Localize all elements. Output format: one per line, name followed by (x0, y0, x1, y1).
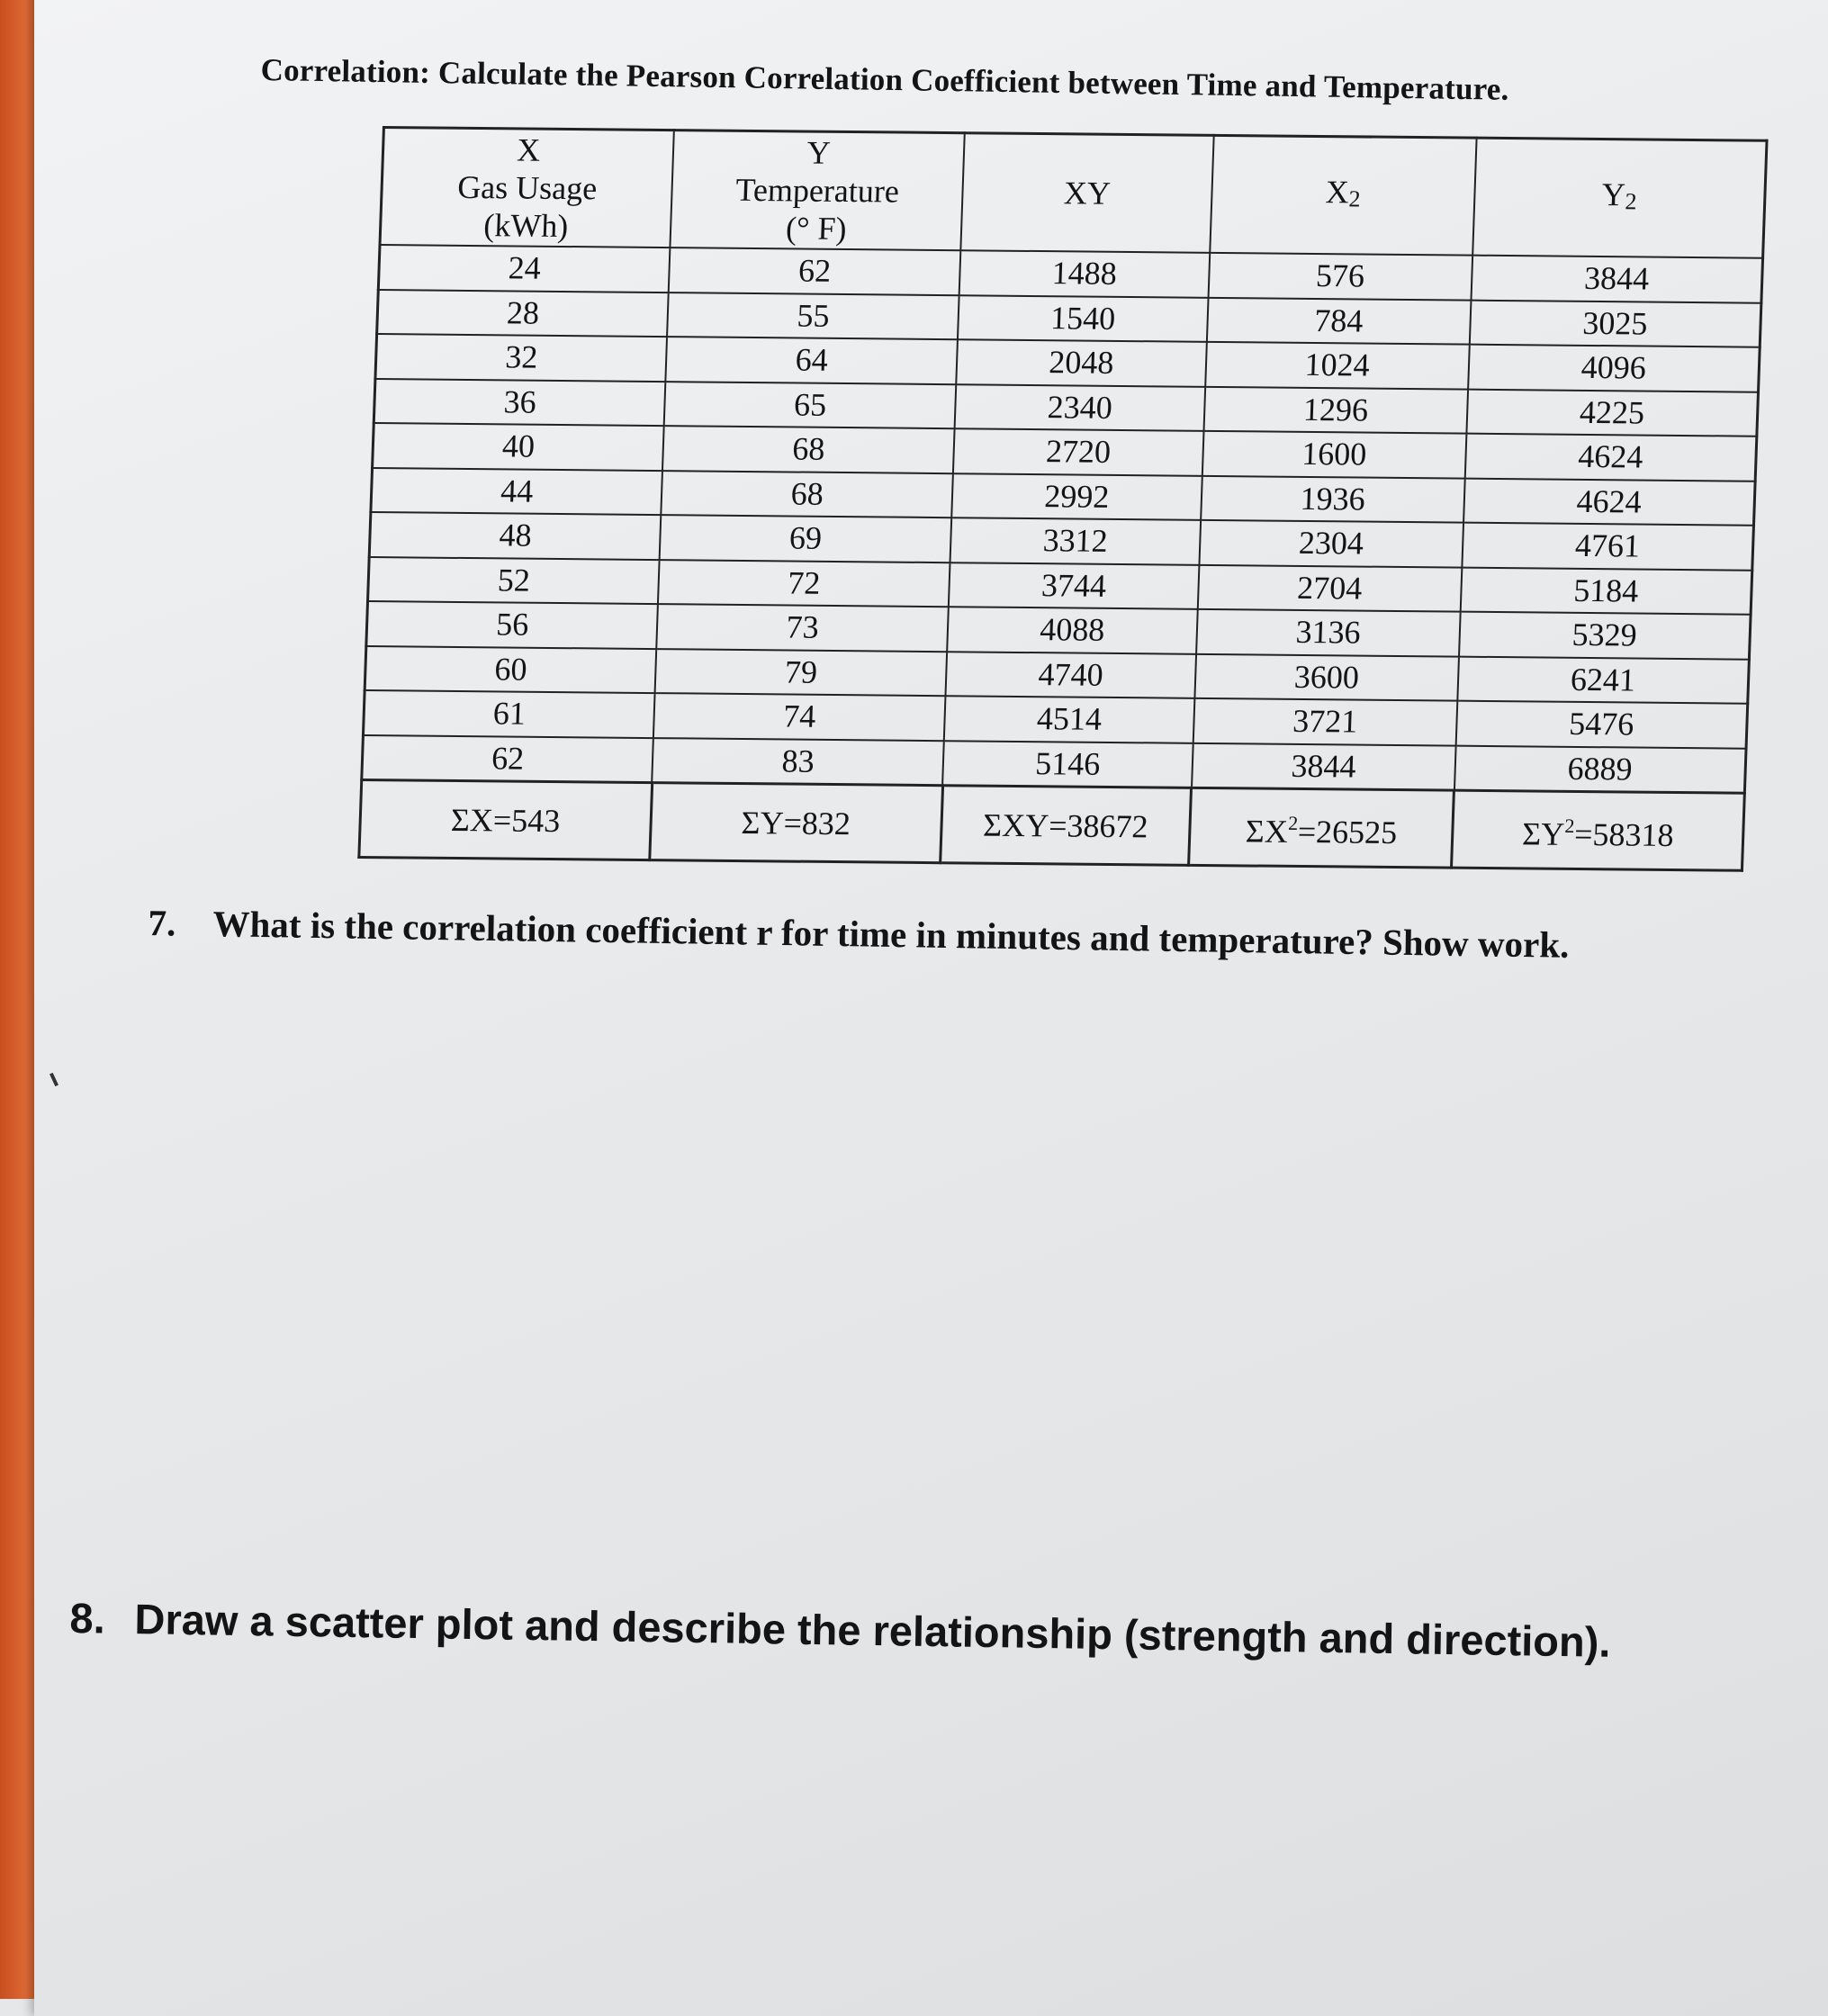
cell-xy: 4740 (946, 652, 1196, 698)
cell-y: 73 (657, 604, 949, 652)
cell-x: 24 (378, 245, 670, 292)
cell-xy: 5146 (942, 741, 1193, 788)
sum-x2 (1189, 788, 1454, 868)
header-x2 (1210, 135, 1476, 255)
cell-y: 62 (669, 248, 960, 295)
header-xy-label: XY (1063, 175, 1112, 212)
cell-x2: 1296 (1203, 386, 1468, 433)
cell-y: 68 (662, 426, 954, 473)
question-8-number: 8. (69, 1593, 106, 1642)
cell-x: 40 (373, 423, 664, 471)
cell-y: 55 (667, 292, 959, 340)
cell-x: 44 (371, 467, 662, 515)
cell-x2: 3844 (1192, 742, 1456, 790)
cell-xy: 3312 (950, 518, 1201, 564)
cell-x2: 3136 (1196, 609, 1461, 656)
cell-x: 48 (369, 512, 661, 560)
header-x-symbol: X (516, 131, 541, 168)
cell-y: 74 (653, 693, 945, 741)
correlation-table (357, 126, 1768, 872)
sum-y2-prefix: ΣY (1521, 815, 1565, 852)
header-y-symbol: Y (806, 134, 832, 171)
cell-x: 36 (374, 379, 665, 427)
correlation-table-wrapper (357, 126, 1768, 872)
cell-x: 60 (365, 645, 656, 693)
header-xy (960, 133, 1213, 253)
cell-x2: 2304 (1199, 520, 1463, 567)
header-x2-exponent: 2 (1347, 185, 1361, 212)
sum-y2-value: =58318 (1573, 815, 1675, 853)
sums-row (359, 779, 1744, 870)
cell-y2: 5329 (1459, 612, 1751, 660)
cell-y: 68 (662, 471, 953, 518)
cell-x2: 784 (1207, 297, 1472, 344)
header-y (671, 130, 965, 251)
cell-x: 61 (363, 690, 654, 738)
cell-x: 28 (377, 290, 669, 338)
cell-x2: 2704 (1197, 564, 1462, 611)
cell-y2: 6241 (1457, 656, 1749, 704)
cell-y: 83 (652, 738, 943, 786)
header-y2-base: Y (1601, 176, 1626, 213)
header-y2-exponent: 2 (1625, 188, 1638, 215)
question-7-number: 7. (148, 901, 176, 944)
table-body (362, 245, 1763, 793)
cell-x2: 3600 (1194, 653, 1459, 700)
cell-xy: 2992 (951, 473, 1202, 520)
header-y-label: Temperature (734, 171, 900, 210)
cell-x2: 576 (1208, 253, 1472, 300)
worksheet-title: Correlation: Calculate the Pearson Correlation Coefficient between Time and Temperature. (260, 52, 1509, 107)
cell-xy: 4514 (944, 696, 1194, 742)
question-7-text: What is the correlation coefficient r for time in minutes and temperature? Show work. (212, 903, 1570, 966)
cell-y2: 4761 (1462, 523, 1753, 571)
cell-x2: 1936 (1201, 475, 1465, 522)
cell-y: 72 (658, 560, 950, 608)
sum-x2-prefix: ΣX (1245, 813, 1289, 850)
cell-x2: 3721 (1193, 698, 1457, 745)
header-x (380, 128, 674, 248)
cell-y2: 4624 (1463, 478, 1755, 526)
cell-y2: 5476 (1455, 701, 1747, 749)
cell-xy: 2048 (956, 339, 1206, 386)
cell-x: 52 (368, 556, 660, 604)
cell-xy: 3744 (949, 562, 1199, 609)
cell-y2: 4096 (1468, 345, 1760, 392)
header-y-unit: (° F) (785, 210, 848, 247)
cell-y2: 3844 (1471, 256, 1762, 303)
header-x-unit: (kWh) (482, 207, 570, 245)
cell-x: 62 (362, 734, 653, 782)
sum-x: ΣX=543 (359, 779, 653, 860)
sum-x2-exponent: 2 (1287, 811, 1299, 834)
cell-y2: 4624 (1464, 434, 1756, 482)
sum-x2-value: =26525 (1297, 813, 1398, 851)
cell-y: 79 (655, 649, 947, 697)
cell-xy: 2720 (953, 428, 1203, 475)
cell-x2: 1600 (1202, 431, 1467, 478)
cell-x: 32 (375, 334, 667, 382)
sum-y: ΣY=832 (650, 783, 943, 863)
cell-y: 64 (666, 337, 958, 384)
header-x2-base: X (1325, 174, 1350, 211)
table-header-row (380, 128, 1767, 258)
cell-y2: 4225 (1466, 389, 1758, 436)
cell-y2: 3025 (1469, 300, 1760, 347)
cell-xy: 1540 (958, 295, 1208, 342)
cell-y2: 5184 (1460, 567, 1751, 615)
cell-xy: 1488 (959, 250, 1210, 297)
cell-y: 65 (664, 382, 956, 429)
cell-y2: 6889 (1454, 745, 1746, 793)
cell-x2: 1024 (1205, 342, 1470, 389)
cell-x: 56 (366, 601, 658, 649)
sum-y2 (1452, 790, 1745, 870)
sum-y2-exponent: 2 (1564, 814, 1575, 837)
header-y2 (1472, 138, 1767, 258)
question-8-text: Draw a scatter plot and describe the relationship (strength and direction). (134, 1595, 1611, 1666)
cell-xy: 4088 (947, 607, 1197, 653)
cell-xy: 2340 (955, 384, 1205, 431)
sum-xy: ΣXY=38672 (940, 786, 1192, 866)
cell-y: 69 (660, 515, 951, 562)
header-x-label: Gas Usage (456, 168, 598, 207)
